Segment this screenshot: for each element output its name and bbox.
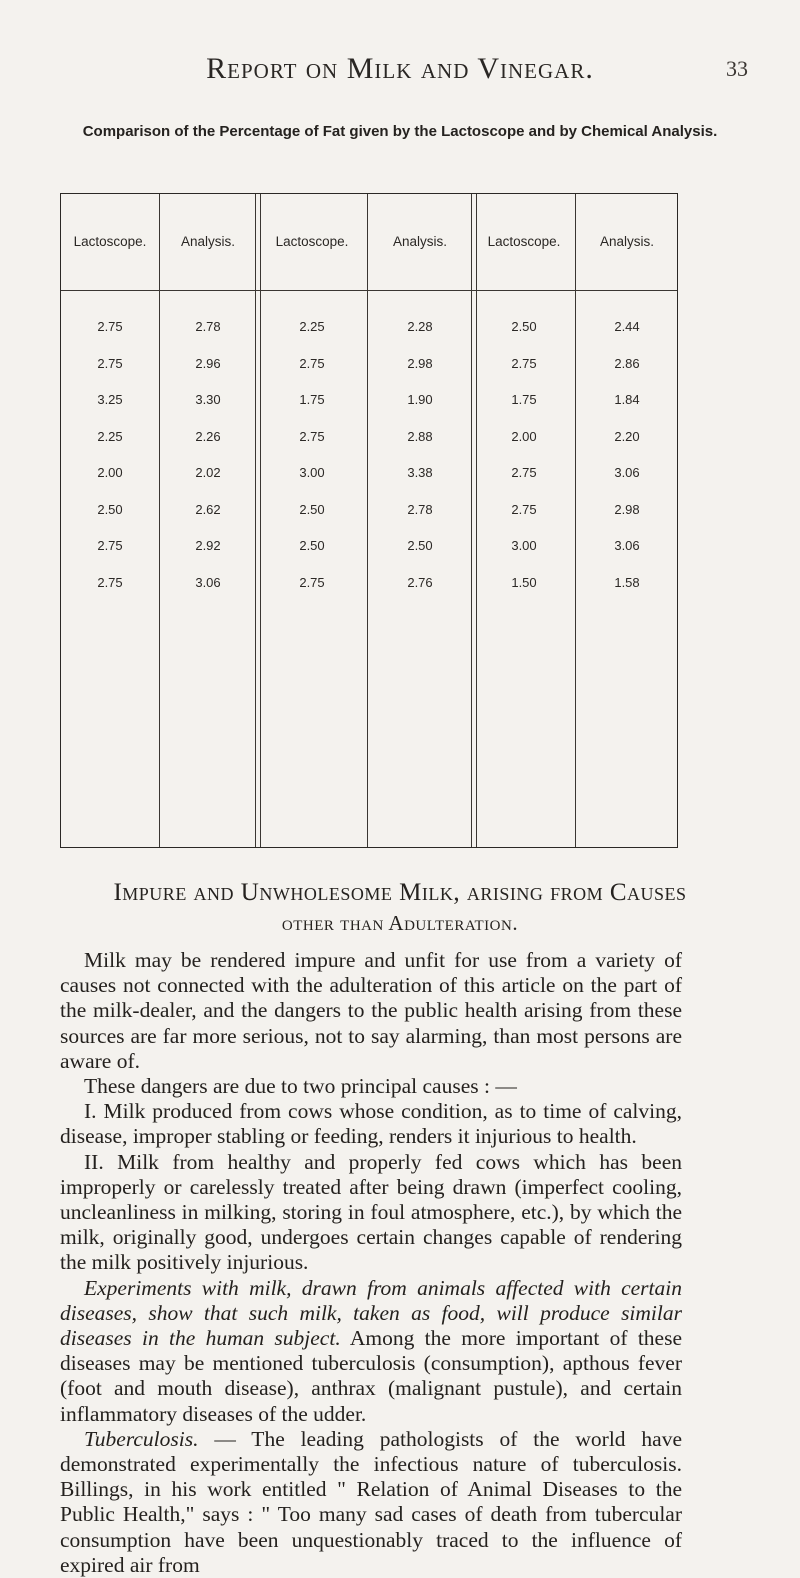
table-cell: 2.20 [614, 428, 640, 444]
table-header-cell: Analysis. [599, 234, 655, 249]
table-cell: 3.00 [299, 465, 325, 480]
table-cell: 2.75 [299, 574, 325, 590]
table-cell: 2.50 [299, 538, 325, 553]
table-cell: 2.50 [407, 538, 433, 553]
table-header-cell: Lactoscope. [487, 234, 561, 249]
experiments-italic-text: Experiments with milk, drawn from animals affected with certain diseases, show that such milk, taken as food, will produce similar diseases in the human subject. [60, 1275, 682, 1351]
paragraph-cause-two: II. Milk from healthy and properly fed cows which has been improperly or carelessly treated after being drawn (imperfect cooling, uncleanliness in milking, storing in foul atmosphere, etc.), by which the milk, originally good, undergoes certain changes capable of rendering the milk positively injurious. [60, 1149, 682, 1275]
table-cell: 3.25 [97, 392, 123, 407]
table-cell: 2.76 [407, 574, 433, 590]
table-cell: 2.75 [511, 465, 537, 480]
column-divider [255, 194, 261, 847]
table-cell: 3.38 [407, 465, 433, 480]
table-cell: 2.75 [299, 355, 325, 371]
experiments-text: Among the more important of these diseases may be mentioned tuberculosis (consumption), apthous fever (foot and mouth disease), anthrax (malignant pustule), and certain inflammatory diseases of the udder. [60, 1326, 683, 1426]
column-divider [471, 194, 477, 847]
table-cell: 2.00 [511, 428, 537, 444]
table-cell: 2.26 [195, 428, 221, 444]
paragraph-experiments [60, 1276, 682, 1427]
table-cell: 2.75 [97, 355, 123, 371]
table-cell: 2.44 [614, 319, 640, 334]
table-cell: 2.75 [97, 319, 123, 334]
table-cell: 2.78 [407, 501, 433, 517]
table-cell: 3.30 [195, 392, 221, 407]
table-header-cell: Lactoscope. [275, 234, 349, 249]
column-divider [159, 194, 160, 847]
table-header-cell: Analysis. [392, 234, 448, 249]
table-cell: 2.78 [195, 319, 221, 334]
table-cell: 3.00 [511, 538, 537, 553]
table-header-cell: Lactoscope. [73, 234, 147, 249]
table-cell: 2.75 [511, 501, 537, 517]
page-number: 33 [726, 56, 748, 81]
tuberculosis-text: — The leading pathologists of the world have demonstrated experimentally the infectious nature of tuberculosis. Billings, in his work entitled " Relation of Animal Diseases to the Public Health," says : " Too many sad cases of death from tubercular consumption have been unquestionably traced to the influence of expired air from [60, 1426, 682, 1577]
table-cell: 2.88 [407, 428, 433, 444]
table-cell: 2.96 [195, 355, 221, 371]
table-cell: 3.06 [614, 538, 640, 553]
table-cell: 3.06 [614, 465, 640, 480]
tuberculosis-heading: Tuberculosis. [84, 1426, 199, 1451]
column-divider [367, 194, 368, 847]
table-header-cell: Analysis. [180, 234, 236, 249]
table-cell: 1.90 [407, 392, 433, 407]
table-cell: 3.06 [195, 574, 221, 590]
table-cell: 2.92 [195, 538, 221, 553]
page-header-title [0, 52, 800, 86]
table-cell: 1.84 [614, 392, 640, 407]
table-cell: 2.02 [195, 465, 221, 480]
table-cell: 1.50 [511, 574, 537, 590]
table-cell: 1.58 [614, 574, 640, 590]
table-cell: 2.25 [299, 319, 325, 334]
paragraph-tuberculosis [60, 1427, 682, 1578]
table-cell: 2.00 [97, 465, 123, 480]
table-caption: Comparison of the Percentage of Fat given by the Lactoscope and by Chemical Analysis. [82, 123, 718, 140]
table-cell: 2.75 [97, 538, 123, 553]
table-cell: 2.28 [407, 319, 433, 334]
table-cell: 2.62 [195, 501, 221, 517]
table-cell: 1.75 [299, 392, 325, 407]
table-cell: 2.75 [511, 355, 537, 371]
table-cell: 2.25 [97, 428, 123, 444]
table-cell: 2.50 [511, 319, 537, 334]
section-title [0, 878, 800, 938]
paragraph-causes: These dangers are due to two principal causes : — [84, 1074, 517, 1099]
column-divider [575, 194, 576, 847]
fat-comparison-table [60, 193, 678, 848]
table-cell: 2.98 [614, 501, 640, 517]
paragraph-intro: Milk may be rendered impure and unfit for use from a variety of causes not connected with the adulteration of this article on the part of the milk-dealer, and the dangers to the public health arising from these sources are far more serious, not to say alarming, than most persons are aware of. [60, 948, 682, 1073]
table-cell: 2.50 [97, 501, 123, 517]
table-cell: 2.86 [614, 355, 640, 371]
body-text [60, 948, 682, 1578]
table-cell: 2.75 [299, 428, 325, 444]
paragraph-cause-one: I. Milk produced from cows whose condition, as to time of calving, disease, improper stabling or feeding, renders it injurious to health. [60, 1099, 682, 1149]
section-title-line-1: Impure and Unwholesome Milk, arising from Causes [113, 879, 687, 906]
running-title: Report on Milk and Vinegar. [206, 52, 594, 85]
table-cell: 2.50 [299, 501, 325, 517]
table-cell: 1.75 [511, 392, 537, 407]
table-cell: 2.75 [97, 574, 123, 590]
section-title-line-2: other than Adulteration. [281, 911, 519, 935]
table-cell: 2.98 [407, 355, 433, 371]
